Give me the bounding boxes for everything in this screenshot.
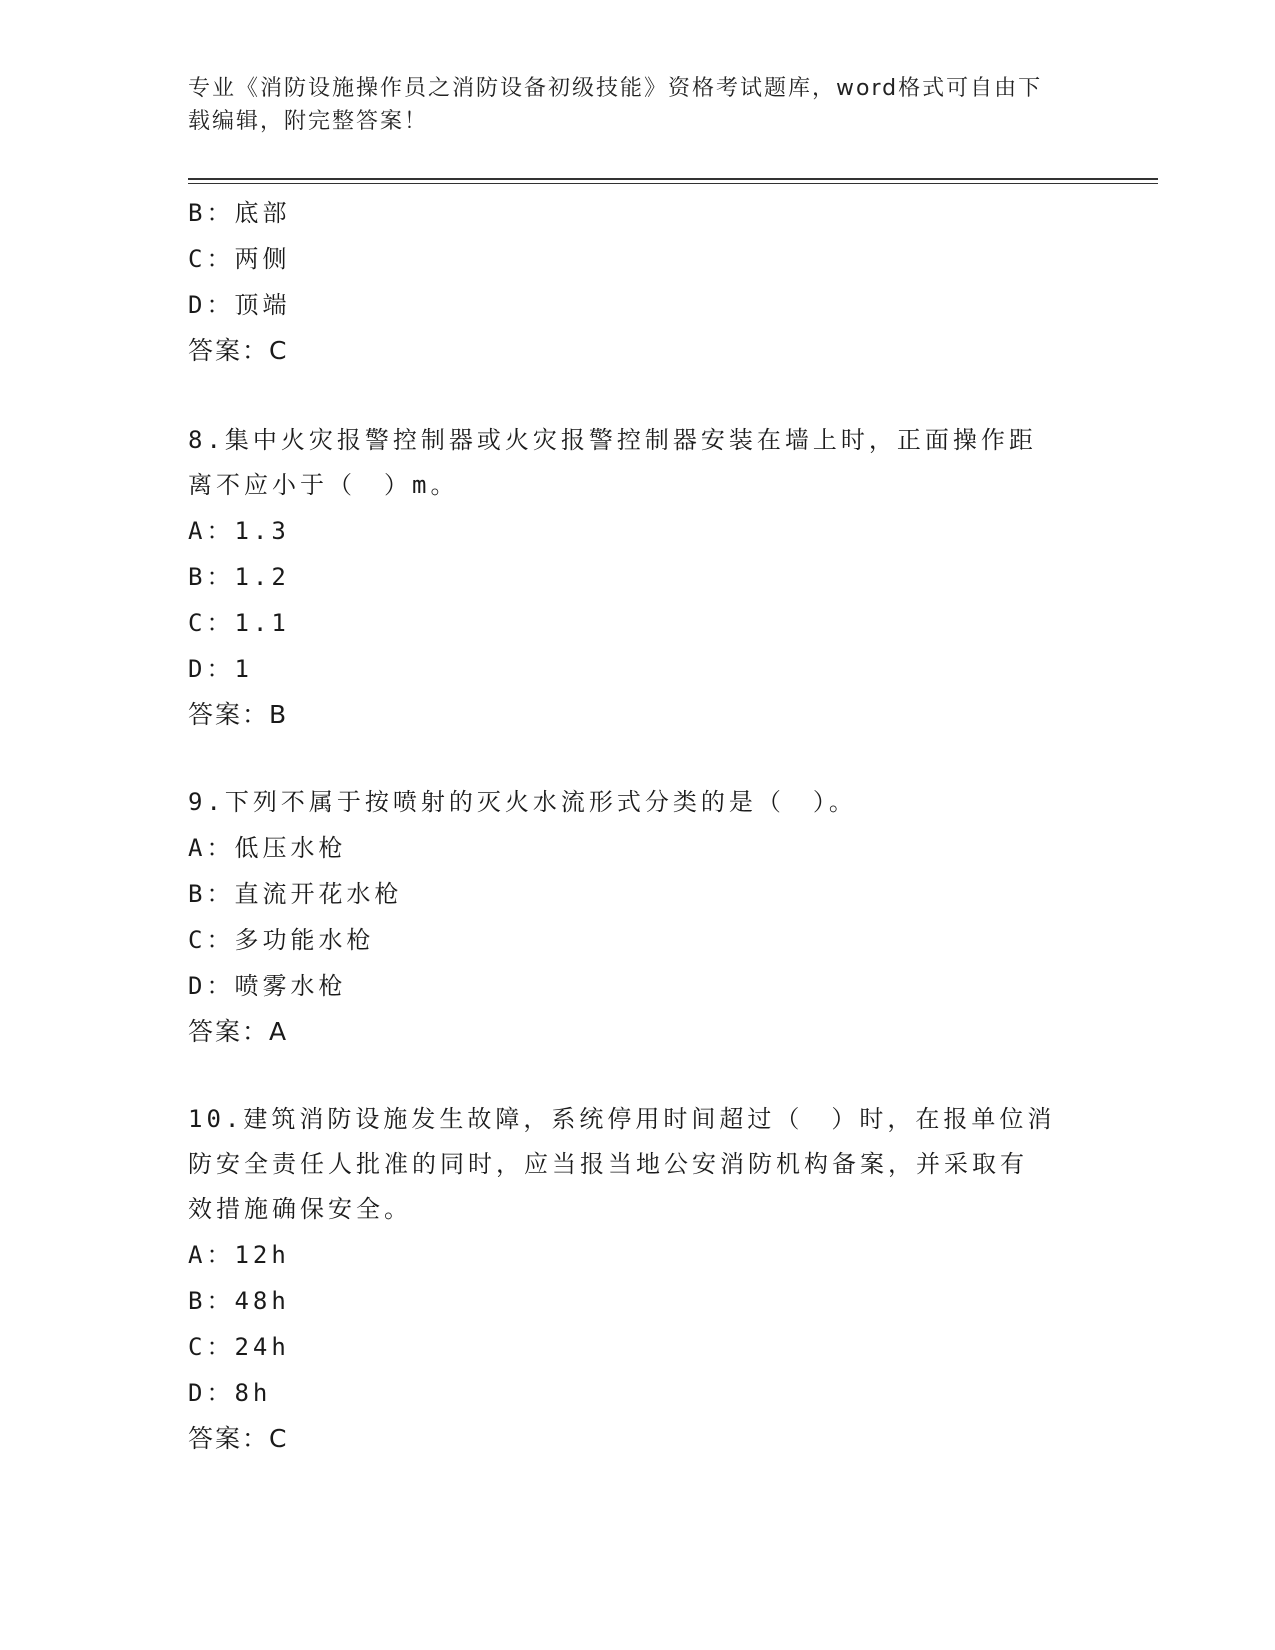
option-d: D：1 xyxy=(188,655,253,683)
spacer xyxy=(188,374,1088,418)
spacer xyxy=(188,1055,1088,1097)
option-d: D：喷雾水枪 xyxy=(188,972,347,1000)
option-a: A：低压水枪 xyxy=(188,834,347,862)
question-list xyxy=(188,190,1088,1462)
header-divider-thin xyxy=(188,183,1158,184)
option-b: B：1.2 xyxy=(188,563,290,591)
option-c: C：多功能水枪 xyxy=(188,926,375,954)
question-stem-line: 离不应小于（ ）m。 xyxy=(188,471,459,499)
option-c: C：1.1 xyxy=(188,609,290,637)
question-stem-line: 效措施确保安全。 xyxy=(188,1195,412,1223)
question-7-tail xyxy=(188,190,1088,374)
header-line-2: 载编辑，附完整答案！ xyxy=(188,109,429,134)
question-8 xyxy=(188,418,1088,738)
option-a: A：12h xyxy=(188,1241,290,1269)
answer-label: 答案：A xyxy=(188,1017,289,1046)
answer-label: 答案：C xyxy=(188,336,289,365)
option-c: C：24h xyxy=(188,1333,290,1361)
header-divider-thick xyxy=(188,178,1158,180)
option-d: D：8h xyxy=(188,1379,272,1407)
option-b: B：48h xyxy=(188,1287,290,1315)
spacer xyxy=(188,738,1088,780)
option-d: D：顶端 xyxy=(188,291,291,319)
option-c: C：两侧 xyxy=(188,245,291,273)
question-9 xyxy=(188,780,1088,1055)
header-line-1: 专业《消防设施操作员之消防设备初级技能》资格考试题库，word格式可自由下 xyxy=(188,76,1043,101)
option-b: B：底部 xyxy=(188,199,291,227)
document-header xyxy=(188,72,1088,138)
question-stem-line: 9.下列不属于按喷射的灭火水流形式分类的是（ ）。 xyxy=(188,788,857,816)
option-b: B：直流开花水枪 xyxy=(188,880,403,908)
option-a: A：1.3 xyxy=(188,517,290,545)
question-stem-line: 防安全责任人批准的同时，应当报当地公安消防机构备案，并采取有 xyxy=(188,1150,1028,1178)
answer-label: 答案：B xyxy=(188,700,289,729)
question-stem-line: 10.建筑消防设施发生故障，系统停用时间超过（ ）时，在报单位消 xyxy=(188,1105,1056,1133)
question-10 xyxy=(188,1097,1088,1462)
answer-label: 答案：C xyxy=(188,1424,289,1453)
question-stem-line: 8.集中火灾报警控制器或火灾报警控制器安装在墙上时，正面操作距 xyxy=(188,426,1037,454)
